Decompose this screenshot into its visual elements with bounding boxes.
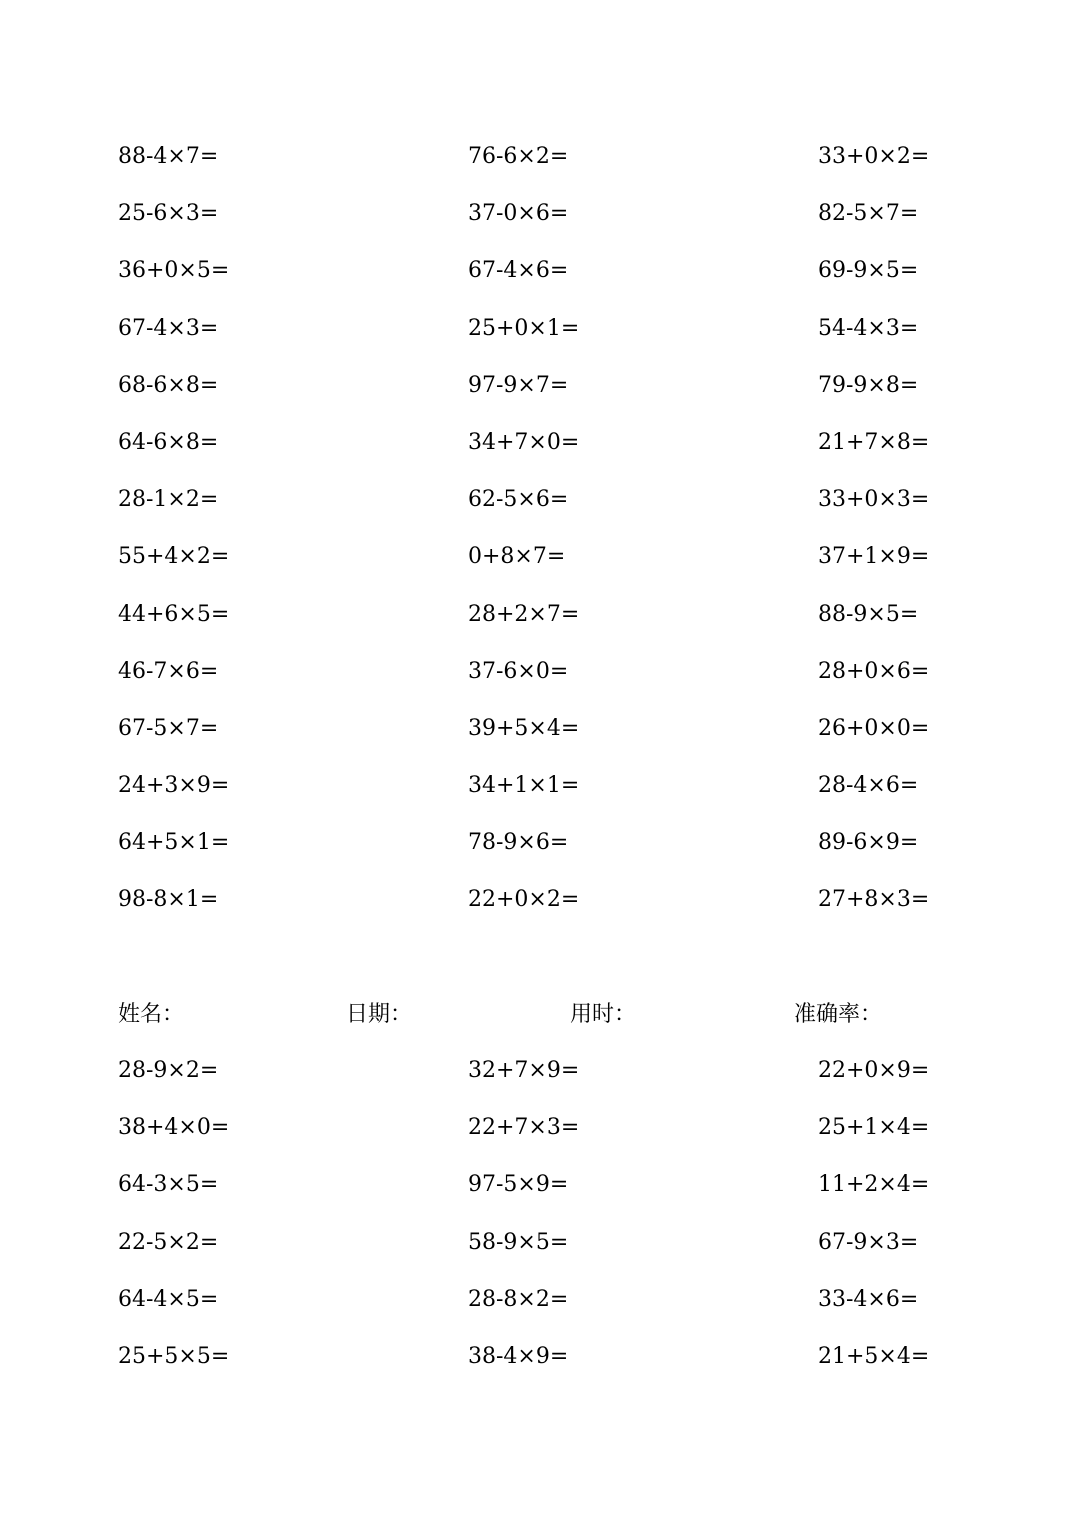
problem-row (118, 1340, 998, 1397)
math-problem: 38-4×9= (468, 1343, 569, 1369)
math-problem: 28-1×2= (118, 487, 219, 513)
math-problem: 88-4×7= (118, 144, 219, 169)
problem-row (118, 197, 998, 254)
problem-grid-top (118, 140, 998, 941)
math-problem: 25+1×4= (818, 1115, 930, 1141)
math-problem: 62-5×6= (468, 487, 569, 513)
math-problem: 39+5×4= (468, 715, 580, 741)
math-problem: 33+0×2= (818, 144, 930, 169)
math-problem: 37+1×9= (818, 544, 930, 570)
math-problem: 21+5×4= (818, 1343, 930, 1369)
math-problem: 28-9×2= (118, 1058, 219, 1083)
problem-row (118, 369, 998, 426)
math-problem: 26+0×0= (818, 715, 930, 741)
name-label: 姓名： (118, 1002, 185, 1027)
math-problem: 78-9×6= (468, 830, 569, 856)
math-problem: 21+7×8= (818, 429, 930, 455)
date-label: 日期： (346, 1002, 413, 1027)
math-problem: 34+7×0= (468, 429, 580, 455)
math-problem: 36+0×5= (118, 258, 230, 284)
math-problem: 37-0×6= (468, 201, 569, 227)
math-problem: 11+2×4= (818, 1172, 930, 1198)
time-label: 用时： (570, 1002, 637, 1027)
problem-row (118, 483, 998, 540)
problem-row (118, 140, 998, 197)
problem-row (118, 1283, 998, 1340)
math-problem: 37-6×0= (468, 658, 569, 684)
problem-row (118, 769, 998, 826)
math-problem: 67-4×6= (468, 258, 569, 284)
math-problem: 24+3×9= (118, 773, 230, 799)
math-problem: 69-9×5= (818, 258, 919, 284)
problem-row (118, 598, 998, 655)
math-problem: 22+0×9= (818, 1058, 930, 1083)
problem-row (118, 1054, 998, 1111)
math-problem: 28-4×6= (818, 773, 919, 799)
problem-row (118, 312, 998, 369)
math-problem: 25-6×3= (118, 201, 219, 227)
problem-row (118, 883, 998, 940)
math-problem: 55+4×2= (118, 544, 230, 570)
math-problem: 25+0×1= (468, 315, 580, 341)
problem-row (118, 426, 998, 483)
math-problem: 98-8×1= (118, 887, 219, 913)
problem-row (118, 254, 998, 311)
math-problem: 64-3×5= (118, 1172, 219, 1198)
math-problem: 64-6×8= (118, 429, 219, 455)
math-problem: 33+0×3= (818, 487, 930, 513)
math-problem: 44+6×5= (118, 601, 230, 627)
math-problem: 82-5×7= (818, 201, 919, 227)
math-problem: 32+7×9= (468, 1058, 580, 1083)
math-problem: 79-9×8= (818, 372, 919, 398)
math-problem: 0+8×7= (468, 544, 566, 570)
problem-row (118, 712, 998, 769)
math-problem: 64+5×1= (118, 830, 230, 856)
problem-row (118, 655, 998, 712)
problem-row (118, 1226, 998, 1283)
math-problem: 22-5×2= (118, 1229, 219, 1255)
problem-row (118, 1111, 998, 1168)
problem-row (118, 540, 998, 597)
math-problem: 67-4×3= (118, 315, 219, 341)
problem-row (118, 826, 998, 883)
math-problem: 27+8×3= (818, 887, 930, 913)
math-problem: 33-4×6= (818, 1286, 919, 1312)
accuracy-label: 准确率： (794, 1002, 883, 1027)
math-problem: 46-7×6= (118, 658, 219, 684)
math-problem: 89-6×9= (818, 830, 919, 856)
math-problem: 64-4×5= (118, 1286, 219, 1312)
math-problem: 88-9×5= (818, 601, 919, 627)
problem-row (118, 1168, 998, 1225)
math-problem: 28+2×7= (468, 601, 580, 627)
math-problem: 97-5×9= (468, 1172, 569, 1198)
math-problem: 38+4×0= (118, 1115, 230, 1141)
math-problem: 34+1×1= (468, 773, 580, 799)
math-problem: 54-4×3= (818, 315, 919, 341)
problem-grid-bottom (118, 1054, 998, 1397)
math-problem: 22+0×2= (468, 887, 580, 913)
math-problem: 67-9×3= (818, 1229, 919, 1255)
math-problem: 68-6×8= (118, 372, 219, 398)
math-problem: 67-5×7= (118, 715, 219, 741)
math-problem: 28-8×2= (468, 1286, 569, 1312)
math-problem: 25+5×5= (118, 1343, 230, 1369)
math-problem: 28+0×6= (818, 658, 930, 684)
math-problem: 76-6×2= (468, 144, 569, 169)
math-problem: 97-9×7= (468, 372, 569, 398)
worksheet-header (118, 998, 998, 1032)
math-problem: 58-9×5= (468, 1229, 569, 1255)
math-problem: 22+7×3= (468, 1115, 580, 1141)
